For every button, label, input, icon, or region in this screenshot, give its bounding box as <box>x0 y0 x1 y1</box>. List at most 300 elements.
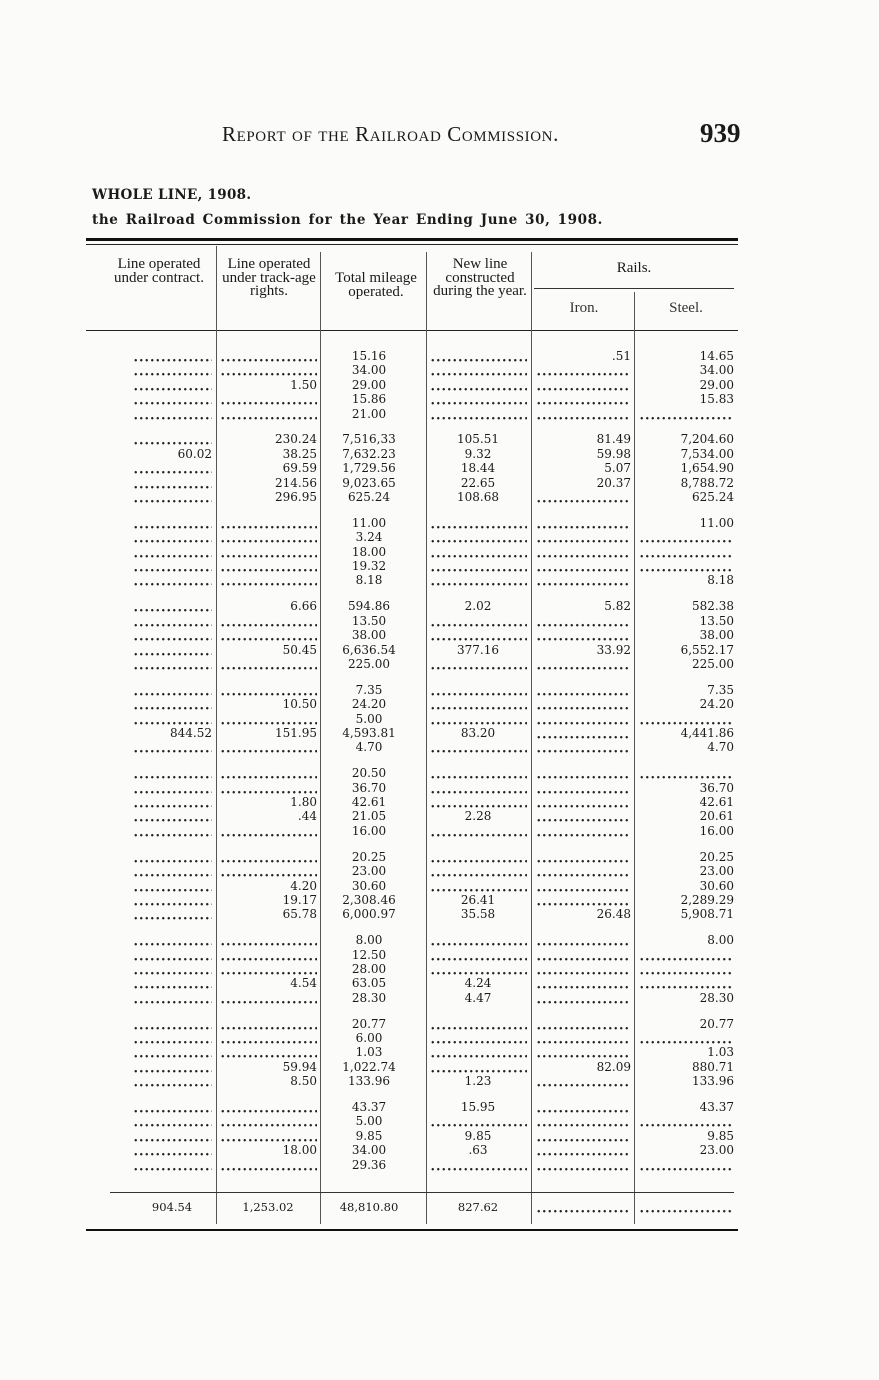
table-cell: 14.65 <box>699 349 734 363</box>
table-cell: 28.00 <box>351 961 387 976</box>
table-cell: 11.00 <box>699 515 734 530</box>
table-cell: 38.00 <box>351 628 387 643</box>
group-spacer <box>535 1089 631 1101</box>
group-spacer <box>535 1005 631 1017</box>
leader-dots <box>219 628 317 642</box>
header-rails: Rails. <box>616 260 652 276</box>
leader-dots <box>535 490 631 504</box>
leader-dots <box>429 824 527 838</box>
leader-dots <box>429 850 527 864</box>
leader-dots <box>535 1114 631 1128</box>
table-cell: 225.00 <box>692 656 734 671</box>
group-spacer <box>132 755 212 767</box>
group-spacer <box>219 755 317 767</box>
leader-dots <box>429 378 527 392</box>
total-cell-wrap <box>330 1200 408 1214</box>
leader-dots <box>132 948 212 962</box>
table-cell: 1.80 <box>290 795 317 810</box>
leader-dots <box>429 948 527 962</box>
leader-dots <box>132 432 212 446</box>
leader-dots <box>132 392 212 406</box>
table-cell: 65.78 <box>282 907 317 922</box>
leader-dots <box>219 864 317 878</box>
leader-dots <box>535 516 631 530</box>
group-spacer <box>535 504 631 516</box>
table-cell: 5.07 <box>604 461 631 476</box>
leader-dots <box>429 1060 527 1074</box>
table-cell: 7.35 <box>707 682 734 697</box>
table-cell: 2.02 <box>464 599 492 614</box>
leader-dots <box>219 1114 317 1128</box>
table-cell: 3.24 <box>355 530 383 545</box>
table-cell: 9.85 <box>355 1128 383 1143</box>
table-cell: .51 <box>611 349 631 363</box>
leader-dots <box>219 1158 317 1172</box>
leader-dots <box>219 824 317 838</box>
leader-dots <box>429 516 527 530</box>
leader-dots <box>219 991 317 1005</box>
table-cell: 35.58 <box>460 907 496 922</box>
group-spacer <box>132 1089 212 1101</box>
leader-dots <box>535 392 631 406</box>
table-cell: 6,000.97 <box>342 907 396 922</box>
table-cell: 33.92 <box>596 642 631 657</box>
leader-dots <box>535 850 631 864</box>
table-cell: 6.66 <box>290 599 317 614</box>
table-cell: 1,654.90 <box>680 461 734 476</box>
table-caption: the Railroad Commission for the Year Ending June 30, 1908. <box>92 212 603 228</box>
table-cell: .44 <box>297 809 317 824</box>
table-cell: 59.98 <box>596 446 631 461</box>
leader-dots <box>132 559 212 573</box>
group-spacer <box>535 421 631 433</box>
column-divider <box>216 246 217 1224</box>
leader-dots <box>535 962 631 976</box>
group-spacer <box>330 1089 408 1101</box>
leader-dots <box>132 545 212 559</box>
table-cell: 42.61 <box>699 795 734 810</box>
leader-dots <box>429 530 527 544</box>
table-cell: 22.65 <box>460 475 496 490</box>
leader-dots <box>132 740 212 754</box>
leader-dots <box>535 628 631 642</box>
table-cell: 20.77 <box>699 1016 734 1031</box>
table-cell: 43.37 <box>351 1100 387 1115</box>
group-spacer <box>132 1005 212 1017</box>
leader-dots <box>429 879 527 893</box>
table-cell: 1,022.74 <box>342 1059 396 1074</box>
leader-dots <box>132 657 212 671</box>
table-cell: 15.16 <box>351 349 387 363</box>
column-divider <box>320 252 321 1224</box>
leader-dots <box>535 683 631 697</box>
leader-dots <box>132 530 212 544</box>
leader-dots <box>429 1045 527 1059</box>
header-new-line: New line constructed during the year. <box>433 256 527 299</box>
group-spacer <box>535 922 631 934</box>
leader-dots <box>638 948 734 962</box>
table-subtitle: WHOLE LINE, 1908. <box>92 187 252 203</box>
leader-dots <box>132 573 212 587</box>
table-cell: 34.00 <box>351 363 387 378</box>
leader-dots <box>535 559 631 573</box>
leader-dots <box>429 1031 527 1045</box>
group-spacer <box>132 421 212 433</box>
table-column <box>429 349 527 1172</box>
group-spacer <box>535 671 631 683</box>
table-cell: 1.23 <box>464 1074 492 1089</box>
table-cell: 63.05 <box>351 976 387 991</box>
leader-dots <box>132 1129 212 1143</box>
table-column <box>132 349 212 1172</box>
table-cell: 225.00 <box>348 656 390 671</box>
leader-dots <box>535 1143 631 1157</box>
totals-rule <box>110 1192 734 1193</box>
leader-dots <box>638 1200 734 1214</box>
leader-dots <box>219 516 317 530</box>
leader-dots <box>219 740 317 754</box>
table-cell: 38.25 <box>282 446 317 461</box>
table-cell: 50.45 <box>282 642 317 657</box>
table-cell: 4.47 <box>464 990 492 1005</box>
leader-dots <box>535 657 631 671</box>
leader-dots <box>219 392 317 406</box>
table-cell: 7.35 <box>355 682 383 697</box>
group-spacer <box>330 838 408 850</box>
table-cell: 8.18 <box>355 573 383 588</box>
table-cell: 82.09 <box>596 1059 631 1074</box>
table-cell: 7,534.00 <box>680 446 734 461</box>
group-spacer <box>330 922 408 934</box>
leader-dots <box>429 349 527 363</box>
leader-dots <box>132 781 212 795</box>
table-cell: 23.00 <box>351 864 387 879</box>
leader-dots <box>535 933 631 947</box>
table-cell: 7,204.60 <box>680 432 734 447</box>
leader-dots <box>429 697 527 711</box>
table-cell: 7,516,33 <box>342 432 396 447</box>
header-steel: Steel. <box>669 300 703 316</box>
top-rule-thin <box>86 244 738 245</box>
table-cell: 5.00 <box>355 711 383 726</box>
table-cell: 1.03 <box>355 1045 383 1060</box>
group-spacer <box>330 504 408 516</box>
leader-dots <box>429 657 527 671</box>
table-cell: 15.95 <box>460 1100 496 1115</box>
total-cell-wrap <box>535 1200 631 1214</box>
leader-dots <box>132 893 212 907</box>
leader-dots <box>429 559 527 573</box>
table-cell: 214.56 <box>275 475 317 490</box>
leader-dots <box>429 628 527 642</box>
table-cell: 4.70 <box>355 740 383 755</box>
leader-dots <box>638 559 734 573</box>
leader-dots <box>535 781 631 795</box>
leader-dots <box>535 712 631 726</box>
leader-dots <box>638 962 734 976</box>
table-cell: 2,308.46 <box>342 892 396 907</box>
leader-dots <box>132 643 212 657</box>
group-spacer <box>429 838 527 850</box>
table-cell: 42.61 <box>351 795 387 810</box>
leader-dots <box>219 349 317 363</box>
leader-dots <box>219 1017 317 1031</box>
group-spacer <box>219 838 317 850</box>
table-column <box>638 349 734 1172</box>
table-cell: 880.71 <box>692 1059 734 1074</box>
leader-dots <box>535 824 631 838</box>
leader-dots <box>535 363 631 377</box>
leader-dots <box>219 407 317 421</box>
table-cell: 20.50 <box>351 766 387 781</box>
table-cell: 5.82 <box>604 599 631 614</box>
table-cell: 24.20 <box>351 697 387 712</box>
leader-dots <box>535 766 631 780</box>
leader-dots <box>638 766 734 780</box>
leader-dots <box>132 407 212 421</box>
leader-dots <box>638 976 734 990</box>
leader-dots <box>132 879 212 893</box>
leader-dots <box>219 933 317 947</box>
leader-dots <box>535 614 631 628</box>
leader-dots <box>219 1100 317 1114</box>
group-spacer <box>429 671 527 683</box>
table-cell: 18.00 <box>282 1143 317 1158</box>
leader-dots <box>219 573 317 587</box>
table-cell: 13.50 <box>699 613 734 628</box>
leader-dots <box>638 1158 734 1172</box>
total-cell-wrap <box>638 1200 734 1214</box>
table-cell: 15.83 <box>699 392 734 407</box>
leader-dots <box>535 1200 631 1214</box>
group-spacer <box>132 588 212 600</box>
column-divider <box>426 252 427 1224</box>
table-cell: 12.50 <box>351 947 387 962</box>
leader-dots <box>219 1045 317 1059</box>
group-spacer <box>638 588 734 600</box>
table-cell: 133.96 <box>692 1074 734 1089</box>
leader-dots <box>535 809 631 823</box>
table-cell: 69.59 <box>282 461 317 476</box>
top-rule <box>86 238 738 241</box>
leader-dots <box>132 363 212 377</box>
table-cell: 38.00 <box>699 628 734 643</box>
table-cell: 16.00 <box>351 823 387 838</box>
leader-dots <box>132 1143 212 1157</box>
table-cell: 26.41 <box>460 892 496 907</box>
leader-dots <box>429 1017 527 1031</box>
table-cell: 30.60 <box>699 878 734 893</box>
header-iron: Iron. <box>569 300 599 316</box>
leader-dots <box>132 461 212 475</box>
table-cell: .63 <box>468 1143 488 1158</box>
table-column <box>219 349 317 1172</box>
leader-dots <box>132 824 212 838</box>
table-cell: 34.00 <box>699 363 734 378</box>
leader-dots <box>535 378 631 392</box>
leader-dots <box>429 545 527 559</box>
leader-dots <box>429 614 527 628</box>
leader-dots <box>132 766 212 780</box>
group-spacer <box>330 1005 408 1017</box>
header-trackage: Line operated under track-age rights. <box>222 256 316 299</box>
leader-dots <box>132 850 212 864</box>
group-spacer <box>330 588 408 600</box>
table-cell: 108.68 <box>457 490 499 505</box>
group-spacer <box>638 671 734 683</box>
group-spacer <box>219 1005 317 1017</box>
total-cell: 48,810.80 <box>339 1200 399 1214</box>
table-cell: 36.70 <box>699 780 734 795</box>
table-cell: 29.00 <box>351 377 387 392</box>
table-cell: 844.52 <box>170 725 212 740</box>
leader-dots <box>535 530 631 544</box>
table-cell: 18.00 <box>351 544 387 559</box>
leader-dots <box>132 697 212 711</box>
table-cell: 377.16 <box>457 642 499 657</box>
table-cell: 296.95 <box>275 490 317 505</box>
total-cell: 1,253.02 <box>242 1200 294 1214</box>
leader-dots <box>132 1017 212 1031</box>
group-spacer <box>330 755 408 767</box>
bottom-rule <box>86 1229 738 1231</box>
table-cell: 43.37 <box>699 1100 734 1115</box>
leader-dots <box>429 962 527 976</box>
table-cell: 133.96 <box>348 1074 390 1089</box>
leader-dots <box>535 573 631 587</box>
table-cell: 8.18 <box>707 573 734 588</box>
table-cell: 60.02 <box>177 446 212 461</box>
table-cell: 7,632.23 <box>342 446 396 461</box>
leader-dots <box>429 766 527 780</box>
table-cell: 9.85 <box>464 1128 492 1143</box>
table-column <box>330 349 408 1172</box>
leader-dots <box>638 1114 734 1128</box>
leader-dots <box>535 1045 631 1059</box>
group-spacer <box>535 588 631 600</box>
table-cell: 83.20 <box>460 725 496 740</box>
table-cell: 23.00 <box>699 864 734 879</box>
leader-dots <box>132 1074 212 1088</box>
group-spacer <box>638 838 734 850</box>
table-cell: 28.30 <box>699 990 734 1005</box>
leader-dots <box>219 363 317 377</box>
leader-dots <box>219 712 317 726</box>
table-cell: 6,636.54 <box>342 642 396 657</box>
table-cell: 4.24 <box>464 976 492 991</box>
table-cell: 24.20 <box>699 697 734 712</box>
group-spacer <box>429 1089 527 1101</box>
leader-dots <box>132 1031 212 1045</box>
table-cell: 36.70 <box>351 780 387 795</box>
group-spacer <box>429 1005 527 1017</box>
leader-dots <box>132 976 212 990</box>
table-cell: 11.00 <box>351 515 387 530</box>
column-divider <box>531 252 532 1224</box>
leader-dots <box>219 766 317 780</box>
leader-dots <box>132 795 212 809</box>
table-cell: 34.00 <box>351 1143 387 1158</box>
leader-dots <box>535 991 631 1005</box>
leader-dots <box>638 545 734 559</box>
table-cell: 8.00 <box>707 933 734 948</box>
total-cell-wrap <box>429 1200 527 1214</box>
table-cell: 8,788.72 <box>680 475 734 490</box>
leader-dots <box>219 657 317 671</box>
table-cell: 29.00 <box>699 377 734 392</box>
group-spacer <box>429 588 527 600</box>
table-cell: 230.24 <box>275 432 317 447</box>
table-cell: 30.60 <box>351 878 387 893</box>
group-spacer <box>132 838 212 850</box>
leader-dots <box>535 795 631 809</box>
leader-dots <box>219 850 317 864</box>
table-cell: 4.54 <box>290 976 317 991</box>
leader-dots <box>219 948 317 962</box>
table-cell: 29.36 <box>351 1157 387 1172</box>
group-spacer <box>638 922 734 934</box>
table-cell: 16.00 <box>699 823 734 838</box>
table-cell: 582.38 <box>692 599 734 614</box>
group-spacer <box>638 504 734 516</box>
leader-dots <box>638 407 734 421</box>
table-cell: 105.51 <box>457 432 499 447</box>
leader-dots <box>535 740 631 754</box>
table-cell: 2.28 <box>464 809 492 824</box>
leader-dots <box>132 1114 212 1128</box>
group-spacer <box>535 838 631 850</box>
table-cell: 9.85 <box>707 1128 734 1143</box>
group-spacer <box>219 1089 317 1101</box>
table-cell: 13.50 <box>351 613 387 628</box>
leader-dots <box>535 1017 631 1031</box>
header-contract: Line operated under contract. <box>114 256 204 286</box>
leader-dots <box>132 1045 212 1059</box>
table-cell: 625.24 <box>692 490 734 505</box>
leader-dots <box>638 1031 734 1045</box>
table-cell: 8.00 <box>355 933 383 948</box>
group-spacer <box>638 755 734 767</box>
group-spacer <box>219 421 317 433</box>
group-spacer <box>638 1089 734 1101</box>
leader-dots <box>132 712 212 726</box>
leader-dots <box>132 516 212 530</box>
leader-dots <box>429 573 527 587</box>
group-spacer <box>132 504 212 516</box>
leader-dots <box>429 683 527 697</box>
leader-dots <box>535 948 631 962</box>
group-spacer <box>429 922 527 934</box>
table-cell: 4,441.86 <box>680 725 734 740</box>
leader-dots <box>219 781 317 795</box>
table-cell: 15.86 <box>351 392 387 407</box>
group-spacer <box>535 755 631 767</box>
table-cell: 18.44 <box>460 461 496 476</box>
leader-dots <box>132 1060 212 1074</box>
leader-dots <box>132 991 212 1005</box>
leader-dots <box>535 407 631 421</box>
leader-dots <box>429 1114 527 1128</box>
leader-dots <box>132 864 212 878</box>
table-cell: 1.50 <box>290 377 317 392</box>
leader-dots <box>132 628 212 642</box>
leader-dots <box>429 407 527 421</box>
leader-dots <box>535 697 631 711</box>
leader-dots <box>429 363 527 377</box>
leader-dots <box>132 349 212 363</box>
table-cell: 20.25 <box>699 849 734 864</box>
leader-dots <box>219 683 317 697</box>
